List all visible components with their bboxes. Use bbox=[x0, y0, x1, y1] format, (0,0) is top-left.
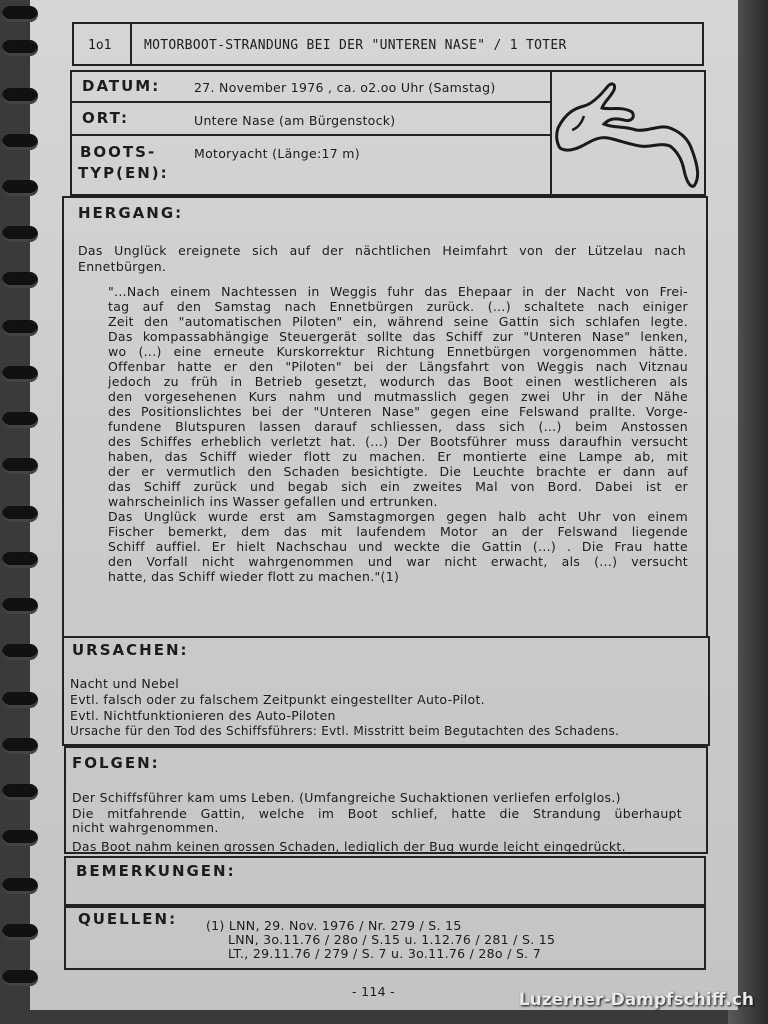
ort-value: Untere Nase (am Bürgenstock) bbox=[194, 113, 396, 128]
quote-line: Das Unglück wurde erst am Samstagmorgen gegen halb acht Uhr von einem bbox=[108, 509, 688, 524]
hergang-quote bbox=[108, 284, 688, 584]
ursachen-line: Evtl. Nichtfunktionieren des Auto-Piloten bbox=[70, 708, 336, 723]
bemerkungen-heading: BEMERKUNGEN: bbox=[76, 862, 236, 880]
folgen-line: Die mitfahrende Gattin, welche im Boot schlief, hatte die Strandung überhaupt bbox=[72, 806, 682, 821]
quote-line: das Schiff zurück und begab sich ein zweites Mal von Bord. Dabei ist er bbox=[108, 479, 688, 494]
quote-line: der er vermutlich den Schaden besichtigte. Die Leuchte brachte er dann auf bbox=[108, 464, 688, 479]
quote-line: den vorgesehenen Kurs nahm und mutmasslich gegen zwei Uhr in der Nähe bbox=[108, 389, 688, 404]
folgen-line: nicht wahrgenommen. bbox=[72, 820, 219, 835]
ursachen-line: Nacht und Nebel bbox=[70, 676, 180, 691]
typ-value: Motoryacht (Länge:17 m) bbox=[194, 146, 360, 161]
hergang-intro-line1: Das Unglück ereignete sich auf der nächtlichen Heimfahrt von der Lützelau nach bbox=[78, 243, 686, 258]
quote-line: "...Nach einem Nachtessen in Weggis fuhr das Ehepaar in der Nacht von Frei- bbox=[108, 284, 688, 299]
folgen-heading: FOLGEN: bbox=[72, 754, 160, 772]
info-divider-1 bbox=[72, 101, 550, 103]
datum-label: DATUM: bbox=[82, 77, 161, 95]
header-divider bbox=[130, 24, 132, 64]
quote-line: Das kompassabhängige Steuergerät sollte das Schiff zur "Unteren Nase" lenken, bbox=[108, 329, 688, 344]
page-number-code: 1o1 bbox=[88, 38, 112, 53]
lake-map-icon bbox=[552, 72, 704, 194]
quote-line: des Positionslichtes bei der "Unteren Nase" gegen eine Felswand prallte. Vorge- bbox=[108, 404, 688, 419]
quote-line: fundene Blutspuren lassen darauf schliessen, dass sich (...) beim Anstossen bbox=[108, 419, 688, 434]
ursachen-heading: URSACHEN: bbox=[72, 641, 189, 659]
quellen-line: LT., 29.11.76 / 279 / S. 7 u. 3o.11.76 / 28o / S. 7 bbox=[228, 946, 541, 961]
typ-label-line1: BOOTS- bbox=[80, 143, 157, 161]
quote-line: Schiff auffiel. Er hielt Nachschau und weckte die Gattin (...) . Die Frau hatte bbox=[108, 539, 688, 554]
typ-label-line2: TYP(EN): bbox=[78, 164, 169, 182]
quote-line: wahrscheinlich ins Wasser gefallen und ertrunken. bbox=[108, 494, 438, 509]
quellen-heading: QUELLEN: bbox=[78, 910, 178, 928]
datum-value: 27. November 1976 , ca. o2.oo Uhr (Samstag) bbox=[194, 80, 496, 95]
quote-line: wo (...) eine erneute Kurskorrektur Richtung Ennetbürgen vorgenommen hätte. bbox=[108, 344, 688, 359]
document-page bbox=[30, 0, 738, 1010]
quote-line: Fischer bemerkt, dem das mit laufendem Motor an der Felswand liegende bbox=[108, 524, 688, 539]
quote-line: haben, das Schiff wieder flott zu machen. Er montierte eine Lampe ab, mit bbox=[108, 449, 688, 464]
folgen-line: Der Schiffsführer kam ums Leben. (Umfangreiche Suchaktionen verliefen erfolglos.) bbox=[72, 790, 621, 805]
quote-line: tag auf den Samstag nach Ennetbürgen zurück. (...) schaltete nach einiger bbox=[108, 299, 688, 314]
quote-line: des Schiffes erheblich verletzt hat. (...) Der Bootsführer muss daraufhin versucht bbox=[108, 434, 688, 449]
page-footer-number: - 114 - bbox=[352, 984, 395, 999]
folgen-line: Das Boot nahm keinen grossen Schaden, lediglich der Bug wurde leicht eingedrückt. bbox=[72, 839, 626, 854]
quote-line: Zeit den "automatischen Piloten" ein, während seine Gattin sich schlafen legte. bbox=[108, 314, 688, 329]
ursachen-line: Ursache für den Tod des Schiffsführers: Evtl. Misstritt beim Begutachten des Schadens. bbox=[70, 724, 620, 738]
ursachen-line: Evtl. falsch oder zu falschem Zeitpunkt eingestellter Auto-Pilot. bbox=[70, 692, 485, 707]
quote-line: jedoch zu früh in Betrieb gesetzt, wodurch das Boot einen westlicheren als bbox=[108, 374, 688, 389]
spiral-binding bbox=[0, 0, 44, 1024]
quellen-line: LNN, 3o.11.76 / 28o / S.15 u. 1.12.76 / 281 / S. 15 bbox=[228, 932, 556, 947]
quote-line: hatte, das Schiff wieder flott zu machen."(1) bbox=[108, 569, 400, 584]
quellen-line: (1) LNN, 29. Nov. 1976 / Nr. 279 / S. 15 bbox=[206, 918, 462, 933]
quote-line: Offenbar hatte er den "Piloten" bei der Längsfahrt von Weggis nach Vitznau bbox=[108, 359, 688, 374]
ort-label: ORT: bbox=[82, 109, 130, 127]
page-title: MOTORBOOT-STRANDUNG BEI DER "UNTEREN NASE" / 1 TOTER bbox=[144, 38, 567, 53]
hergang-intro-line2: Ennetbürgen. bbox=[78, 259, 167, 274]
info-divider-2 bbox=[72, 134, 550, 136]
hergang-heading: HERGANG: bbox=[78, 204, 184, 222]
quote-line: den Vorfall nicht wahrgenommen und war nicht erwacht, als (...) versucht bbox=[108, 554, 688, 569]
watermark: Luzerner-Dampfschiff.ch bbox=[518, 990, 754, 1010]
